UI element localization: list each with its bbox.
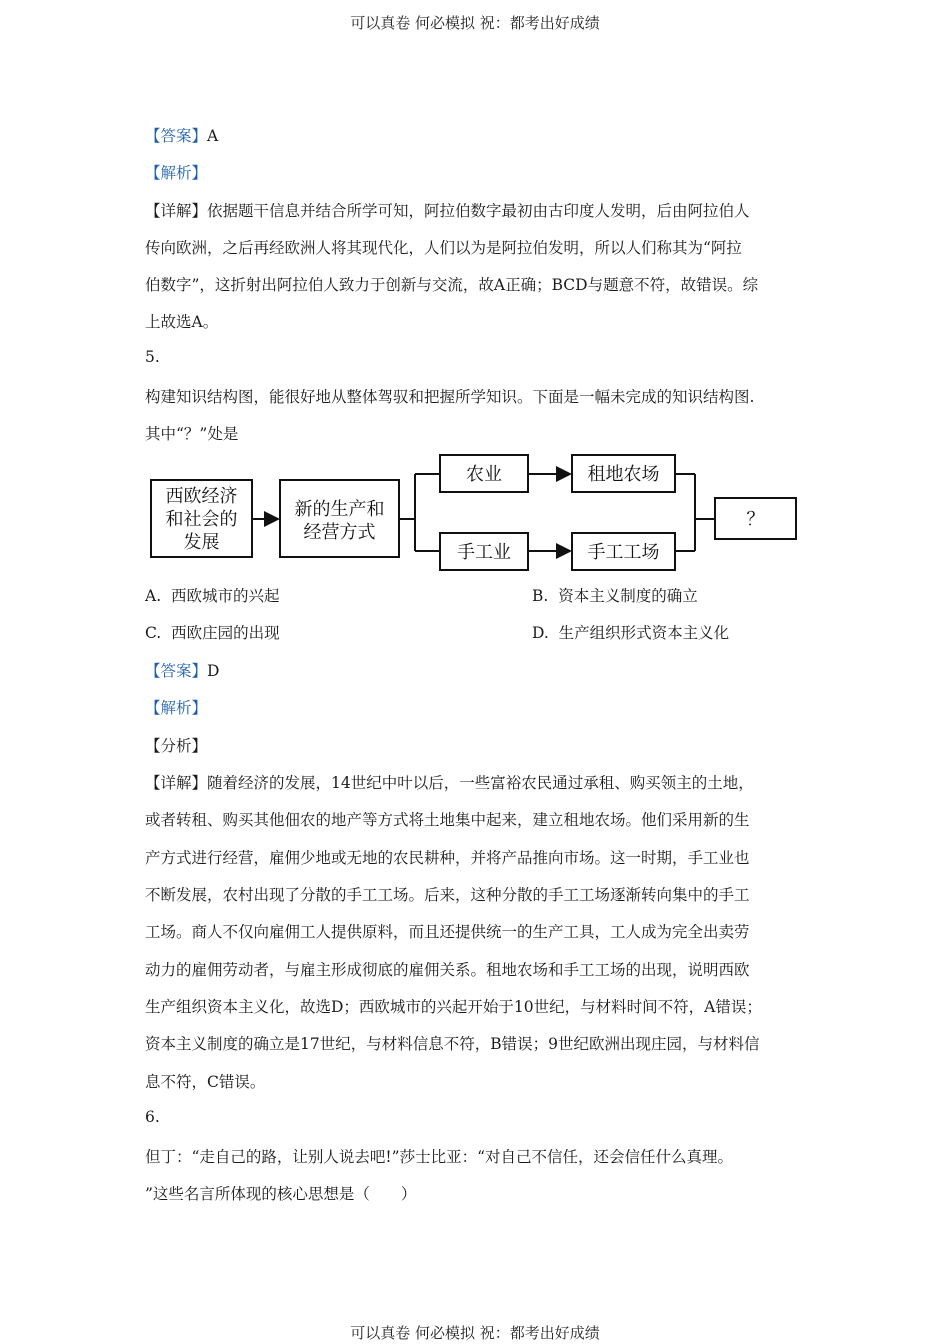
box1-line: 和社会的 bbox=[165, 509, 238, 530]
q4-analysis-tag: 【解析】 bbox=[145, 164, 208, 182]
q6-stem-line: 但丁：“走自己的路，让别人说去吧!”莎士比亚：“对自己不信任，还会信任什么真理。 bbox=[145, 1148, 734, 1166]
q5-number: 5. bbox=[145, 348, 160, 366]
option-text: 西欧城市的兴起 bbox=[170, 587, 280, 605]
option-b bbox=[532, 584, 698, 606]
q5-stem-line: 其中“？”处是 bbox=[145, 425, 239, 443]
detail-tag: 【详解】 bbox=[145, 774, 208, 792]
answer-value: D bbox=[207, 662, 220, 680]
agriculture-label: 农业 bbox=[466, 464, 502, 485]
page-footer: 可以真卷 何必模拟 祝：都考出好成绩 bbox=[350, 1324, 600, 1342]
q5-detail-line: 资本主义制度的确立是17世纪，与材料信息不符，B错误；9世纪欧洲出现庄园，与材料信 bbox=[145, 1035, 760, 1053]
option-text: 生产组织形式资本主义化 bbox=[558, 624, 730, 642]
q5-detail-line: 产方式进行经营，雇佣少地或无地的农民耕种，并将产品推向市场。这一时期，手工业也 bbox=[145, 849, 750, 867]
option-c bbox=[145, 621, 280, 643]
q5-detail-line: 不断发展，农村出现了分散的手工工场。后来，这种分散的手工工场逐渐转向集中的手工 bbox=[145, 886, 750, 904]
unknown-label: ？ bbox=[746, 509, 765, 530]
q4-answer bbox=[145, 124, 218, 146]
handicraft-label: 手工业 bbox=[457, 542, 511, 563]
q5-answer bbox=[145, 659, 219, 681]
q5-detail-line: 息不符，C错误。 bbox=[145, 1073, 266, 1091]
q5-detail-line: 工场。商人不仅向雇佣工人提供原料，而且还提供统一的生产工具，工人成为完全出卖劳 bbox=[145, 923, 750, 941]
workshop-label: 手工工场 bbox=[587, 542, 660, 563]
answer-value: A bbox=[207, 127, 219, 145]
box1-line: 发展 bbox=[183, 532, 220, 553]
answer-tag: 【答案】 bbox=[145, 662, 208, 680]
q5-detail-line: 生产组织资本主义化，故选D；西欧城市的兴起开始于10世纪，与材料时间不符，A错误； bbox=[145, 998, 762, 1016]
box1-line: 西欧经济 bbox=[165, 486, 238, 507]
q6-stem-line: ”这些名言所体现的核心思想是（ ） bbox=[145, 1185, 417, 1203]
option-a bbox=[145, 584, 280, 606]
q5-fenxi-tag: 【分析】 bbox=[145, 737, 208, 755]
q5-detail-line: 或者转租、购买其他佃农的地产等方式将土地集中起来，建立租地农场。他们采用新的生 bbox=[145, 811, 750, 829]
box2-line: 新的生产和 bbox=[294, 499, 385, 520]
q6-number: 6. bbox=[145, 1108, 160, 1126]
q5-analysis-tag: 【解析】 bbox=[145, 699, 208, 717]
option-key: D. bbox=[532, 624, 549, 642]
q4-detail-line: 伯数字”，这折射出阿拉伯人致力于创新与交流，故A正确；BCD与题意不符，故错误。综 bbox=[145, 276, 759, 294]
detail-text: 依据题干信息并结合所学可知，阿拉伯数字最初由古印度人发明，后由阿拉伯人 bbox=[207, 202, 750, 220]
q4-detail-line bbox=[145, 199, 750, 221]
q4-detail-line: 传向欧洲，之后再经欧洲人将其现代化，人们以为是阿拉伯发明，所以人们称其为“阿拉 bbox=[145, 239, 742, 257]
option-key: B. bbox=[532, 587, 549, 605]
box2-line: 经营方式 bbox=[303, 522, 376, 543]
answer-tag: 【答案】 bbox=[145, 127, 208, 145]
q5-detail-line bbox=[145, 771, 754, 793]
option-text: 资本主义制度的确立 bbox=[558, 587, 698, 605]
q4-detail-line: 上故选A。 bbox=[145, 313, 219, 331]
detail-tag: 【详解】 bbox=[145, 202, 208, 220]
knowledge-structure-diagram bbox=[140, 452, 805, 577]
detail-text: 随着经济的发展，14世纪中叶以后，一些富裕农民通过承租、购买领主的土地， bbox=[207, 774, 754, 792]
option-d bbox=[532, 621, 729, 643]
option-key: A. bbox=[145, 587, 162, 605]
option-key: C. bbox=[145, 624, 162, 642]
page-header: 可以真卷 何必模拟 祝：都考出好成绩 bbox=[350, 14, 600, 32]
q5-detail-line: 动力的雇佣劳动者，与雇主形成彻底的雇佣关系。租地农场和手工工场的出现，说明西欧 bbox=[145, 961, 750, 979]
option-text: 西欧庄园的出现 bbox=[171, 624, 280, 642]
leased-farm-label: 租地农场 bbox=[587, 464, 660, 485]
q5-stem-line: 构建知识结构图，能很好地从整体驾驭和把握所学知识。下面是一幅未完成的知识结构图. bbox=[145, 388, 755, 406]
